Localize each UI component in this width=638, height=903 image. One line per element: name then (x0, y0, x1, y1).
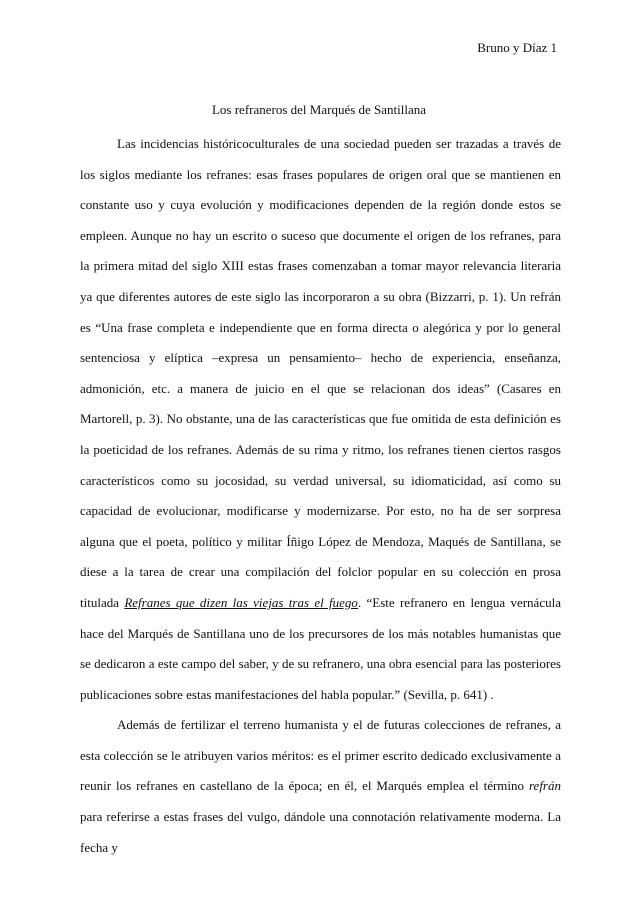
paragraph-2-text-a: Además de fertilizar el terreno humanista y el de futuras colecciones de refranes, a esta colección se le atribuyen varios méritos: es el primer escrito dedicado exclusivamente a reunir los refranes en castellano de la época; en él, el Marqués emplea el término (80, 717, 561, 794)
paragraph-2 (80, 710, 561, 863)
term-refran: refrán (528, 778, 561, 794)
body-text (80, 129, 561, 863)
paragraph-1-text-b: . “Este refranero en lengua vernácula hace del Marqués de Santillana uno de los precursores de los más notables humanistas que se dedicaron a este campo del saber, y de su refranero, una obra esencial para las posteriores publicaciones sobre estas manifestaciones del habla popular.” (Sevilla, p. 641) . (80, 594, 561, 702)
paragraph-1 (80, 129, 561, 710)
paragraph-1-text-a: Las incidencias históricoculturales de una sociedad pueden ser trazadas a través de los siglos mediante los refranes: esas frases populares de origen oral que se mantienen en constante uso y cuya evolución y modificaciones dependen de la región donde estos se empleen. Aunque no hay un escrito o suceso que documente el origen de los refranes, para la primera mitad del siglo XIII estas frases comenzaban a tomar mayor relevancia literaria ya que diferentes autores de este siglo las incorporaron a su obra (Bizzarri, p. 1). Un refrán es “Una frase completa e independiente que en forma directa o alegórica y por lo general sentenciosa y elíptica –expresa un pensamiento– hecho de experiencia, enseñanza, admonición, etc. a manera de juicio en el que se relacionan dos ideas” (Casares en Martorell, p. 3). No obstante, una de las características que fue omitida de esta definición es la poeticidad de los refranes. Además de su rima y ritmo, los refranes tienen ciertos rasgos característicos como su jocosidad, su verdad universal, su idiomaticidad, así como su capacidad de evolucionar, modificarse y modernizarse. Por esto, no ha de ser sorpresa alguna que el poeta, político y militar Íñigo López de Mendoza, Maqués de Santillana, se diese a la tarea de crear una compilación del folclor popular en su colección en prosa titulada (80, 136, 561, 610)
running-head: Bruno y Díaz 1 (477, 40, 557, 55)
work-title: Refranes que dizen las viejas tras el fuego (124, 594, 358, 610)
page-title: Los refraneros del Marqués de Santillana (211, 102, 427, 117)
paragraph-2-text-b: para referirse a estas frases del vulgo, dándole una connotación relativamente moderna. La fecha y (80, 809, 561, 855)
